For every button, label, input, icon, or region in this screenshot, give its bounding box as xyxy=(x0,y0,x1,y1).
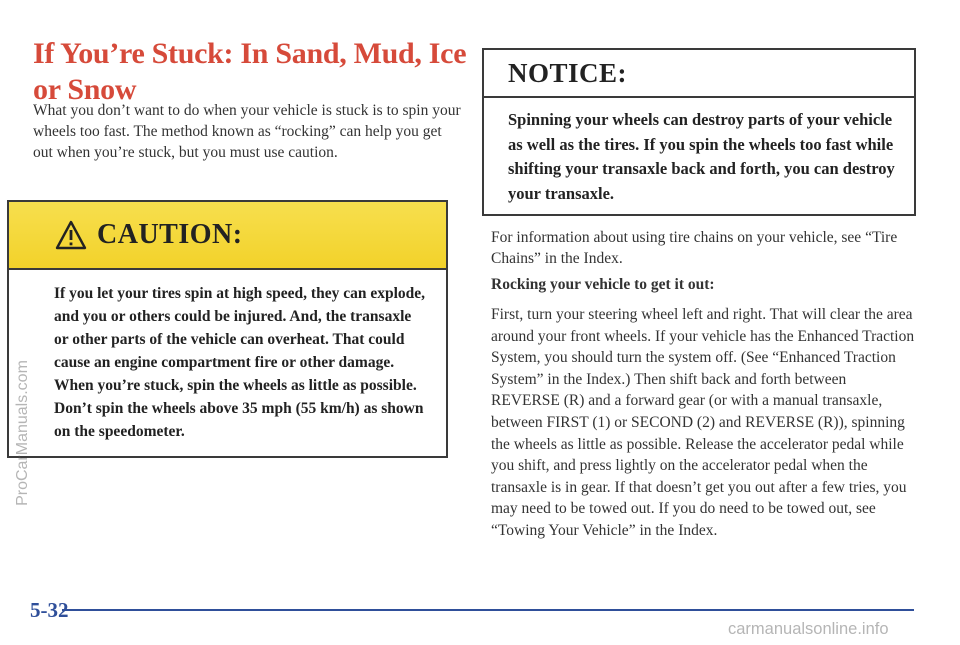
caution-title: CAUTION: xyxy=(97,219,243,250)
notice-header xyxy=(484,50,914,98)
tire-chains-paragraph: For information about using tire chains on your vehicle, see “Tire Chains” in the Index. xyxy=(491,229,898,267)
intro-paragraph: What you don’t want to do when your vehicle is stuck is to spin your wheels too fast. The method known as “rocking” can help you get out when you’re stuck, but you must use caution. xyxy=(33,102,461,161)
caution-text: If you let your tires spin at high speed, they can explode, and you or others could be injured. And, the transaxle or other parts of the vehicle can overheat. That could cause an engine compartment fire or other damage. When you’re stuck, spin the wheels as little as possible. Don’t spin the wheels above 35 mph (55 km/h) as shown on the speedometer. xyxy=(54,285,426,440)
notice-box xyxy=(482,48,916,216)
caution-box xyxy=(7,200,448,458)
rocking-paragraph: First, turn your steering wheel left and right. That will clear the area around your front wheels. If your vehicle has the Enhanced Traction System, you should turn the system off. (See “Enhanced Traction System” in the Index.) Then shift back and forth between REVERSE (R) and a forward gear (or with a manual transaxle, between FIRST (1) or SECOND (2) and REVERSE (R)), spinning the wheels as little as possible. Release the accelerator pedal while you shift, and press lightly on the accelerator pedal when the transaxle is in gear. If that doesn’t get you out after a few tries, you may need to be towed out. If you do need to be towed out, see “Towing Your Vehicle” in the Index. xyxy=(491,306,915,539)
section-title: If You’re Stuck: In Sand, Mud, Ice or Snow xyxy=(33,37,467,106)
page-number: 5-32 xyxy=(30,598,69,622)
notice-text: Spinning your wheels can destroy parts of your vehicle as well as the tires. If you spin the wheels too fast while shifting your transaxle back and forth, you can destroy your transaxle. xyxy=(508,110,895,203)
notice-title: NOTICE: xyxy=(508,57,628,88)
rocking-heading: Rocking your vehicle to get it out: xyxy=(491,276,715,293)
caution-header xyxy=(9,202,446,270)
side-watermark: ProCarManuals.com xyxy=(14,360,31,506)
footer-rule xyxy=(62,609,914,611)
bottom-watermark: carmanualsonline.info xyxy=(728,620,889,638)
warning-triangle-icon xyxy=(55,220,87,250)
